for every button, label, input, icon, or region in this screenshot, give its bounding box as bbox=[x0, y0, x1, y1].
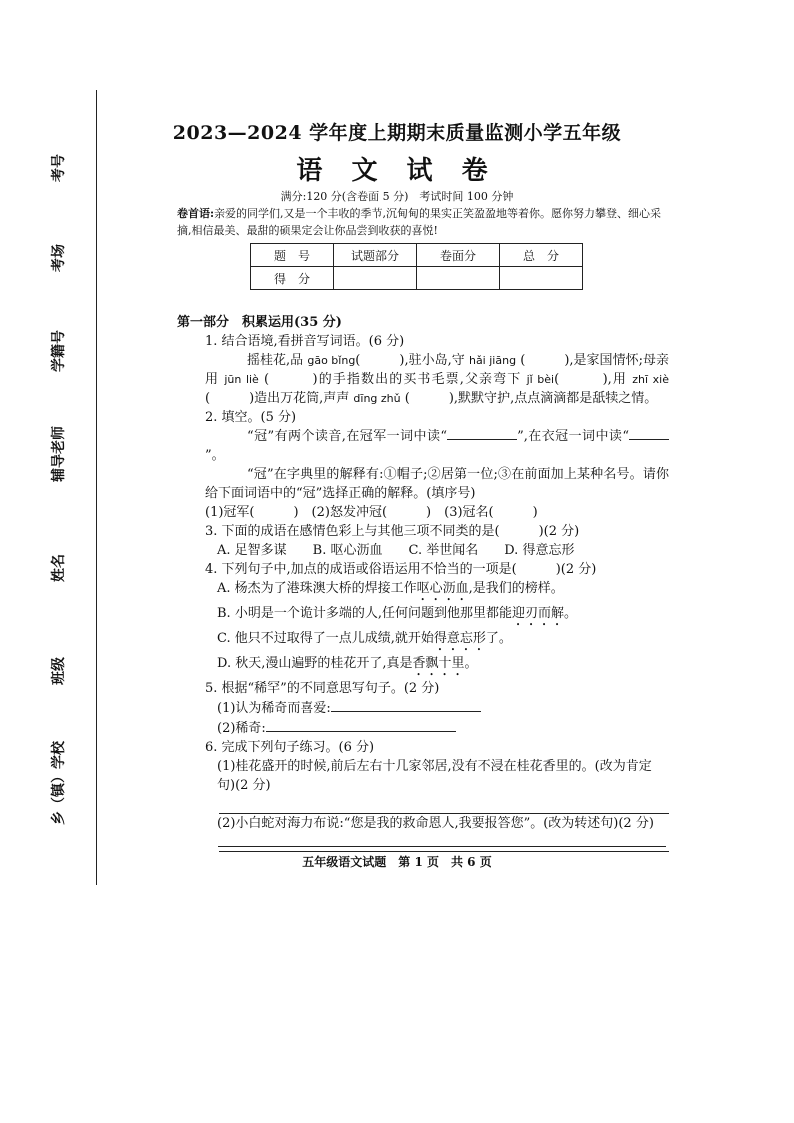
answer-line[interactable] bbox=[219, 833, 669, 852]
answer-blank[interactable]: ( ),是家国情 bbox=[516, 353, 626, 368]
question-2-answers[interactable]: (1)冠军( ) (2)怒发冲冠( ) (3)冠名( ) bbox=[205, 505, 538, 520]
sub-question: (2)稀奇: bbox=[217, 721, 266, 736]
score-table-header-row bbox=[251, 244, 583, 267]
option-c[interactable] bbox=[177, 629, 669, 654]
page-footer: 五年级语文试题 第 1 页 共 6 页 bbox=[302, 855, 492, 869]
answer-blank[interactable]: ( )的手指数出的买书毛票,父亲弯下 bbox=[258, 372, 527, 387]
option-text: 。 bbox=[464, 656, 478, 671]
question-2-line-1 bbox=[177, 427, 669, 465]
passage-text: 摇桂花,品 bbox=[247, 353, 308, 368]
answer-line[interactable] bbox=[219, 795, 669, 814]
class-label: 班级 bbox=[51, 657, 67, 685]
score-table-score-row bbox=[251, 267, 583, 290]
passage-text: 怀;母亲用 bbox=[205, 353, 670, 387]
name-label: 姓名 bbox=[51, 554, 67, 582]
question-2-line-3: “冠”在字典里的解释有:①帽子;②居第一位;③在前面加上某种名号。请你给下面词语中的“冠”选择正确的解释。(填序号) bbox=[205, 467, 669, 501]
score-input-cell[interactable] bbox=[417, 267, 500, 290]
question-1-stem: 1. 结合语境,看拼音写词语。(6 分) bbox=[205, 334, 405, 349]
option-text: D. 秋天,漫山遍野的桂花开了,真是 bbox=[217, 656, 413, 671]
dotted-phrase: 呕心沥血 bbox=[416, 581, 469, 596]
binding-line bbox=[96, 90, 97, 885]
answer-line[interactable] bbox=[331, 698, 481, 712]
question-5-stem: 5. 根据“稀罕”的不同意思写句子。(2 分) bbox=[205, 681, 440, 696]
passage-text: 护,点点滴滴都是舐犊之情。 bbox=[497, 391, 658, 406]
option-b[interactable] bbox=[177, 604, 669, 629]
score-cell: 卷面分 bbox=[417, 244, 500, 267]
reading-blank[interactable] bbox=[447, 427, 517, 440]
question-5-sub-2 bbox=[177, 718, 669, 738]
question-4-stem: 4. 下列句子中,加点的成语或俗语运用不恰当的一项是( )(2 分) bbox=[205, 562, 597, 577]
pinyin: jǐ bèi bbox=[526, 373, 555, 386]
score-cell: 总 分 bbox=[500, 244, 583, 267]
dotted-phrase: 得意忘形 bbox=[433, 631, 486, 646]
question-3-stem: 3. 下面的成语在感情色彩上与其他三项不同类的是( )(2 分) bbox=[205, 524, 580, 539]
score-input-cell[interactable] bbox=[334, 267, 417, 290]
subject-title: 语 文 试 卷 bbox=[296, 156, 498, 186]
pinyin: hǎi jiāng bbox=[468, 354, 517, 367]
question-text: “冠”有两个读音,在冠军一词中读“ bbox=[247, 429, 448, 444]
question-text: ”,在衣冠一词中读“ bbox=[517, 429, 629, 444]
question-2-stem: 2. 填空。(5 分) bbox=[205, 410, 297, 425]
option-text: ,是我们的榜样。 bbox=[468, 581, 564, 596]
exam-meta: 满分:120 分(含卷面 5 分) 考试时间 100 分钟 bbox=[280, 190, 514, 203]
question-6-stem: 6. 完成下列句子练习。(6 分) bbox=[205, 740, 375, 755]
option-text: 了。 bbox=[485, 631, 512, 646]
option-d[interactable] bbox=[177, 654, 669, 679]
pinyin: dīng zhǔ bbox=[353, 392, 401, 405]
answer-blank[interactable]: ( ),驻小岛,守 bbox=[355, 353, 469, 368]
question-5-sub-1 bbox=[177, 698, 669, 718]
dotted-phrase: 迎刃而解 bbox=[511, 606, 564, 621]
question-1-passage bbox=[177, 351, 669, 408]
score-table bbox=[250, 243, 583, 290]
pinyin: zhī xiè bbox=[632, 373, 669, 386]
part-heading: 第一部分 积累运用(35 分) bbox=[177, 315, 342, 330]
option-a[interactable] bbox=[177, 579, 669, 604]
option-text: 。 bbox=[563, 606, 577, 621]
preface bbox=[177, 205, 667, 239]
question-3-options[interactable]: A. 足智多谋 B. 呕心沥血 C. 举世闻名 D. 得意忘形 bbox=[217, 543, 575, 558]
school-label: 乡（镇）学校 bbox=[51, 741, 67, 825]
exam-room-label: 考场 bbox=[51, 244, 67, 272]
name-field[interactable] bbox=[48, 554, 92, 662]
dotted-phrase: 香飘十里 bbox=[412, 656, 465, 671]
pinyin: jūn liè bbox=[224, 373, 259, 386]
question-6-sub-2: (2)小白蛇对海力布说:“您是我的救命恩人,我要报答您”。(改为转述句)(2 分) bbox=[217, 816, 654, 831]
question-content bbox=[177, 313, 669, 852]
tutor-field[interactable] bbox=[48, 426, 92, 562]
score-cell: 试题部分 bbox=[334, 244, 417, 267]
score-input-cell[interactable] bbox=[500, 267, 583, 290]
footer-divider bbox=[218, 846, 666, 847]
answer-blank[interactable]: ( ),默默守 bbox=[400, 391, 498, 406]
preface-text: 亲爱的同学们,又是一个丰收的季节,沉甸甸的果实正笑盈盈地等着你。愿你努力攀登、细心采摘,相信最美、最甜的硕果定会让你品尝到收获的喜悦! bbox=[177, 207, 662, 237]
tutor-label: 辅导老师 bbox=[51, 426, 67, 482]
score-cell: 题 号 bbox=[251, 244, 334, 267]
exam-number-label: 考号 bbox=[51, 154, 67, 182]
answer-line[interactable] bbox=[266, 718, 456, 732]
answer-blank[interactable]: ( ),用 bbox=[554, 372, 633, 387]
question-text: ”。 bbox=[205, 448, 225, 463]
reading-blank[interactable] bbox=[629, 427, 669, 440]
option-text: A. 杨杰为了港珠澳大桥的焊接工作 bbox=[217, 581, 417, 596]
student-id-label: 学籍号 bbox=[51, 330, 67, 372]
question-6-sub-1: (1)桂花盛开的时候,前后左右十几家邻居,没有不浸在桂花香里的。(改为肯定句)(2 分) bbox=[217, 759, 652, 793]
exam-title: 2023—2024 学年度上期期末质量监测小学五年级 bbox=[172, 122, 622, 144]
answer-blank[interactable]: ( )造出万花筒,声声 bbox=[205, 391, 354, 406]
sub-question: (1)认为稀奇而喜爱: bbox=[217, 701, 331, 716]
option-text: B. 小明是一个诡计多端的人,任何问题到他那里都能 bbox=[217, 606, 512, 621]
score-cell: 得 分 bbox=[251, 267, 334, 290]
pinyin: gāo bǐng bbox=[307, 354, 356, 367]
preface-label: 卷首语: bbox=[177, 207, 215, 220]
option-text: C. 他只不过取得了一点儿成绩,就开始 bbox=[217, 631, 434, 646]
